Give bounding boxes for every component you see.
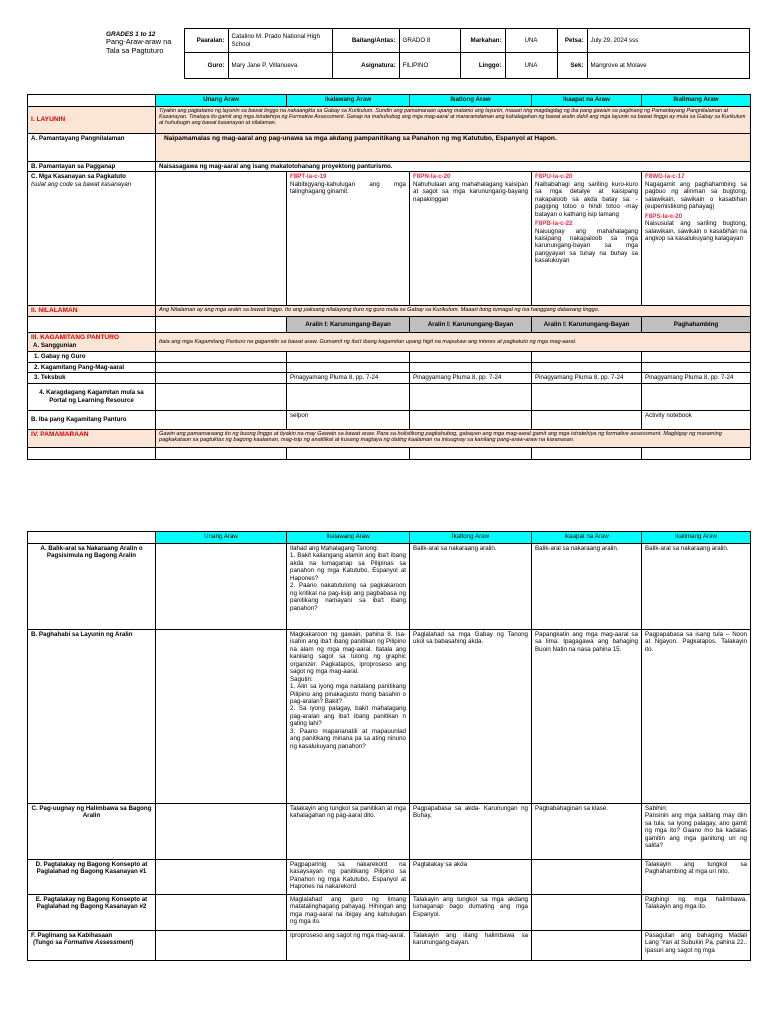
- kasanayan-day1: [156, 172, 287, 306]
- day-header-4: Ikaapat na Araw: [532, 95, 642, 107]
- nilalaman-day4: Aralin I: Karunungang-Bayan: [532, 317, 642, 333]
- nilalaman-heading: II. NILALAMAN: [28, 306, 156, 317]
- pagtalakay-1-day3: Pagtalakay sa akda: [410, 860, 532, 895]
- paaralan-label: Paaralan:: [184, 29, 228, 53]
- plan-table-1: [27, 94, 751, 460]
- pagtalakay-2-day3: Talakayin ang tungkol sa mga akdang lumaganap bago dumating ang mga Espanyol.: [410, 895, 532, 931]
- nilalaman-day2: Aralin I: Karunungang-Bayan: [287, 317, 410, 333]
- day-header-2-4: Ikaapat na Araw: [532, 532, 642, 544]
- day-header-5: Ikalimang Araw: [642, 95, 751, 107]
- pamantayan-pagganap-text: Naisasagawa ng mag-aaral ang isang makatotohanang proyektong panturismo.: [156, 162, 751, 172]
- kasanayan-sub: Isulat ang code sa bawat kasanayan: [31, 180, 132, 188]
- guro-label: Guro:: [184, 53, 228, 79]
- gabay-guro-label: 1. Gabay ng Guro: [28, 352, 156, 362]
- pamamaraan-text: Gawin ang pamamaraang ito ng buong linggo at tiyakin na may Gawain sa bawat araw. Para sa holistikong pagkahubog, gabayan ang mga mag-aaral gamit ang mga istratehiya ng formative assessment. Magbigay ng maraming pagkakataon sa pagtuklas ng bagong kaalaman, mag-isip ng analitikal at kusang magtaya ng dating kaalaman na iniuugnay sa kanilang pang-araw-araw na karanasan.: [156, 429, 751, 447]
- kasanayan-label: C. Mga Kasanayan sa Pagkatuto: [31, 173, 126, 181]
- balik-aral-label: A. Balik-aral sa Nakaraang Aralin o Pagsisimula ng Bagong Aralin: [28, 544, 156, 630]
- paghahabi-day3: Paglalahad sa mga Gabay ng Tanong ukol sa babasahing akda.: [410, 630, 532, 804]
- nilalaman-day1: [156, 317, 287, 333]
- kasanayan-day4-code2: F8PB-Ia-c-22: [535, 220, 573, 228]
- teksbuk-label: 3. Teksbuk: [28, 373, 156, 383]
- balik-aral-day5: Balik-aral sa nakaraang aralin.: [642, 544, 751, 630]
- nilalaman-day5: Paghahambing: [642, 317, 751, 333]
- kasanayan-day5-code: F8WG-Ia-c-17: [645, 173, 685, 181]
- pag-uugnay-day2: Talakayin ang tungkol sa panitikan at mga kahalagahan ng pag-aaral dito.: [287, 804, 410, 860]
- balik-aral-day4: Balik-aral sa nakaraang aralin.: [532, 544, 642, 630]
- pag-uugnay-day4: Pagbabahaginan sa klase.: [532, 804, 642, 860]
- paglinang-label-cell: [28, 931, 156, 961]
- kasanayan-day5-text2: Naisusulat ang sariling bugtong, salawikain, sawikain o kasabihan na angkop sa kasalukuyang kalagayan: [645, 220, 747, 242]
- asignatura-value: FILIPINO: [399, 53, 460, 79]
- kagamitan-heading: III. KAGAMITANG PANTURO: [31, 334, 120, 342]
- linggo-label: Linggo:: [460, 53, 505, 79]
- markahan-label: Markahan:: [460, 29, 505, 53]
- teksbuk-day2: Pinagyamang Pluma 8, pp. 7-24: [287, 373, 410, 383]
- iba-day5: Activity notebook: [642, 410, 751, 429]
- paglinang-sub: (Tungo sa Formative Assessment): [33, 939, 134, 947]
- nilalaman-day3: Aralin I: Karunungang-Bayan: [410, 317, 532, 333]
- paghahabi-day2: Magkakaroon ng gawain, pahina 8. Isa-isahin ang iba't ibang panitikan ng Pilipino na alam ng mga mag-aaral. Itatala ang kanilang sagot sa tulong ng graphic organizer. Pagkatapos, iproproseso ang sagot ng mga mag-aaral. Sagutin: 1. Alin sa iyong mga naitalang panitikang Pilipino ang pinakagusto mong basahin o pag-aralan? Bakit? 2. Sa iyong palagay, bakit mahalagang pag-aralan ang iba't ibang panitikan n gating lahi? 3. Paano mapananatili at mapauunlad ang panitikang minana pa sa ating ninuno ng kasalukuyang panahon?: [287, 630, 410, 804]
- kasanayan-day3-code: F8PN-Ia-c-20: [413, 173, 451, 181]
- header-table: [103, 28, 750, 79]
- sanggunian-label: A. Sanggunian: [33, 342, 77, 350]
- markahan-value: UNA: [505, 29, 557, 53]
- kasanayan-day2: [287, 172, 410, 306]
- paghahabi-label: B. Paghahabi sa Layunin ng Aralin: [28, 630, 156, 804]
- nilalaman-aralin-empty: [28, 317, 156, 333]
- kasanayan-day4-text: Naibabahagi ang sariling kuro-kuro sa mga detalye at kaisipang nakapaloob sa akda batay sa: -pagiging totoo o hindi totoo -may batayan o kathang isip lamang: [535, 180, 638, 218]
- pagtalakay-2-label: E. Pagtalakay ng Bagong Konsepto at Paglalahad ng Bagong Kasanayan #2: [28, 895, 156, 931]
- layunin-text: Tiyakin ang pagtatamo ng layunin sa bawat linggo na nakaangkla sa Gabay sa Kurikulum. Sundin ang pamamaraan upang matamo ang layunin, maaari ring magdagdag ng iba pang gawain sa paglinang ng Pamantayang Pangnilalaman at Kasanayan. Tinataya ito gamit ang mga istratehiya ng Formative Assessment. Ganap na mahuhubog ang mga mag-aaral at mararamdaman ang kahalagahan ng bawat aralin dahil ang mga layunin sa bawat linggo ay mula sa Gabay sa Kurikulum at huhubugin ang bawat kasanayan at nilalaman.: [156, 107, 751, 134]
- pagtalakay-1-day5: Talakayin ang tungkol sa Paghahambing at mga uri nito.: [642, 860, 751, 895]
- pang-mag-aaral-label: 2. Kagamitang Pang-Mag-aaral: [28, 362, 156, 372]
- pamantayang-pangnilalaman-label: A. Pamantayang Pangnilalaman: [28, 134, 156, 162]
- title-line-2: Tala sa Pagtuturo: [106, 46, 164, 56]
- baitang-label: Baitang/Antas:: [332, 29, 399, 53]
- kasanayan-day5-text: Nagagamit ang paghahambing sa pagbuo ng alinman sa bugtong, salawikain, sawikain o kasabihan (eupemistikong pahayag): [645, 180, 747, 211]
- day-header-2-2: Ikalawang Araw: [287, 532, 410, 544]
- day-header-3: Ikatlong Araw: [410, 95, 532, 107]
- kasanayan-day5: [642, 172, 751, 306]
- pamamaraan-heading: IV. PAMAMARAAN: [28, 429, 156, 447]
- corner-cell-2: [28, 532, 156, 544]
- kagamitan-label-cell: [28, 333, 156, 352]
- day-header-2-3: Ikatlong Araw: [410, 532, 532, 544]
- paglinang-day3: Talakayin ang iilang halimbawa sa karunungang-bayan.: [410, 931, 532, 961]
- kasanayan-day2-code: F8PT-Ia-c-19: [290, 173, 327, 181]
- petsa-value: July 29, 2024 sss: [587, 29, 749, 53]
- balik-aral-day3: Balik-aral sa nakaraang aralin.: [410, 544, 532, 630]
- kasanayan-day4: [532, 172, 642, 306]
- pagtalakay-1-day2: Pagpaparinig sa nakarekord na kasaysayan ng panitikang Pilipino sa Panahon ng mga Katutubo, Espanyol at Hapones na nakarekord: [287, 860, 410, 895]
- paghahabi-day5: Pagpapabasa sa isang tula – Noon at Ngayon. Pagkatapos. Talakayin ito.: [642, 630, 751, 804]
- paglinang-label: F. Paglinang sa Kabihasaan: [31, 932, 113, 939]
- pag-uugnay-label: C. Pag-uugnay ng Halimbawa sa Bagong Aralin: [28, 804, 156, 860]
- pagtalakay-2-day2: Maglalahad ang guro ng limang matatalinghagang pahayag. Hihingan ang mga mag-aaral na ibigay ang kahulugan ng mga ito.: [287, 895, 410, 931]
- sek-value: Mangrove at Molave: [587, 53, 749, 79]
- iba-day2: selpon: [287, 410, 410, 429]
- paaralan-value: Catalino M. Prado National High School: [228, 29, 332, 53]
- nilalaman-text: Ang Nilalaman ay ang mga aralin sa bawat linggo. Ito ang paksang nilalayong ituro ng guro mula se Gabay sa Kurikulum. Maaari itong tumagal ng isa hanggang dalawang linggo.: [156, 306, 751, 317]
- kasanayan-label-cell: [28, 172, 156, 306]
- linggo-value: UNA: [505, 53, 557, 79]
- plan-table-2: [27, 531, 751, 961]
- pamantayan-pagganap-label: B. Pamantayan sa Pagganap: [28, 162, 156, 172]
- day-header-2: Ikalawang Araw: [287, 95, 410, 107]
- kasanayan-day4-text2: Naiuugnay ang mahahalagang kaisipang nakapaloob sa mga karunungang-bayan sa mga pangyayari sa tunay na buhay sa kasalukuyan: [535, 227, 638, 265]
- corner-cell: [28, 95, 156, 107]
- paglinang-day2: Iproproseso ang sagot ng mga mag-aaral.: [287, 931, 410, 961]
- karagdagang-label: 4. Karagdagang Kagamitan mula sa Portal ng Learning Resource: [28, 383, 156, 410]
- day-header-2-1: Unang Araw: [156, 532, 287, 544]
- title-line-1: Pang-Araw-araw na: [106, 37, 172, 47]
- sek-label: Sek:: [557, 53, 587, 79]
- day-header-2-5: Ikalimang Araw: [642, 532, 751, 544]
- pamantayang-pangnilalaman-text: Naipamamalas ng mag-aaral ang pag-unawa sa mga akdang pampanitikang sa Panahon ng mg Katutubo, Espanyol at Hapon.: [156, 134, 751, 162]
- layunin-heading: I. LAYUNIN: [28, 107, 156, 134]
- petsa-label: Petsa:: [557, 29, 587, 53]
- teksbuk-day5: Pinagyamang Pluma 8, pp. 7-24: [642, 373, 751, 383]
- kasanayan-day5-code2: F8PS-Ia-c-20: [645, 212, 683, 220]
- baitang-value: GRADO 8: [399, 29, 460, 53]
- balik-aral-day2: Ilahad ang Mahalagang Tanong: 1. Bakit kailangang alamin ang iba't ibang akda na lumaganap sa Pilipinas sa panahon ng mga Katutubo, Espanyol at Hapones? 2. Paano nakatutulong sa pagkakaroon ng kritikal na pag-iisip ang pagbabasa ng panitikang namayani sa iba't ibang panahon?: [287, 544, 410, 630]
- pagtalakay-1-label: D. Pagtalakay ng Bagong Konsepto at Paglalahad ng Bagong Kasanayan #1: [28, 860, 156, 895]
- kasanayan-day2-text: Nabibigyang-kahulugan ang mga talinghagang ginamit.: [290, 180, 406, 196]
- teksbuk-day3: Pinagyamang Pluma 8, pp. 7-24: [410, 373, 532, 383]
- kasanayan-day4-code: F8PU-Ia-c-20: [535, 173, 573, 181]
- grades-label: GRADES 1 to 12: [106, 30, 156, 38]
- paglinang-day5: Pasagutan ang bahaging Madali Lang 'Yan at Subukin Pa, pahina 22.. Ipasuri ang sagot ng mga: [642, 931, 751, 961]
- teksbuk-day4: Pinagyamang Pluma 8, pp. 7-24: [532, 373, 642, 383]
- day-header-1: Unang Araw: [156, 95, 287, 107]
- kagamitan-text: Itala ang mga Kagamitang Panturo na gagamitin sa bawat araw. Gumamit ng iba't ibang kagamitan upang higit na mapukaw ang interes at pagkatuto ng mga mag-aaral.: [156, 333, 751, 352]
- kasanayan-day3: [410, 172, 532, 306]
- teksbuk-day1: [156, 373, 287, 383]
- paghahabi-day4: Papangkatin ang mga mag-aaral sa sa lima. Ipagagawa ang bahaging Buoin Natin na nasa pahina 15.: [532, 630, 642, 804]
- guro-value: Mary Jane P. Villanueva: [228, 53, 332, 79]
- pag-uugnay-day3: Pagpapabasa sa akda- Karunungan ng Buhay,: [410, 804, 532, 860]
- kasanayan-day3-text: Nahuhulaan ang mahahalagang kaisipan at sagot sa mga karunungang-bayang napakinggan: [413, 180, 528, 203]
- asignatura-label: Asignatura:: [332, 53, 399, 79]
- pagtalakay-2-day5: Paghingi ng mga halimbawa. Talakayin ang mga ito.: [642, 895, 751, 931]
- form-title: [103, 29, 184, 79]
- pag-uugnay-day5: Sabihin: Pansinin ang mga salitang may diin sa tula, sa iyong palagay, ano gamit ng mga ito? Gaano mo ba kadalas gamitin ang mga ganitong uri ng salita?: [642, 804, 751, 860]
- iba-pang-kagamitan-label: B. Iba pang Kagamitang Panturo: [28, 410, 156, 429]
